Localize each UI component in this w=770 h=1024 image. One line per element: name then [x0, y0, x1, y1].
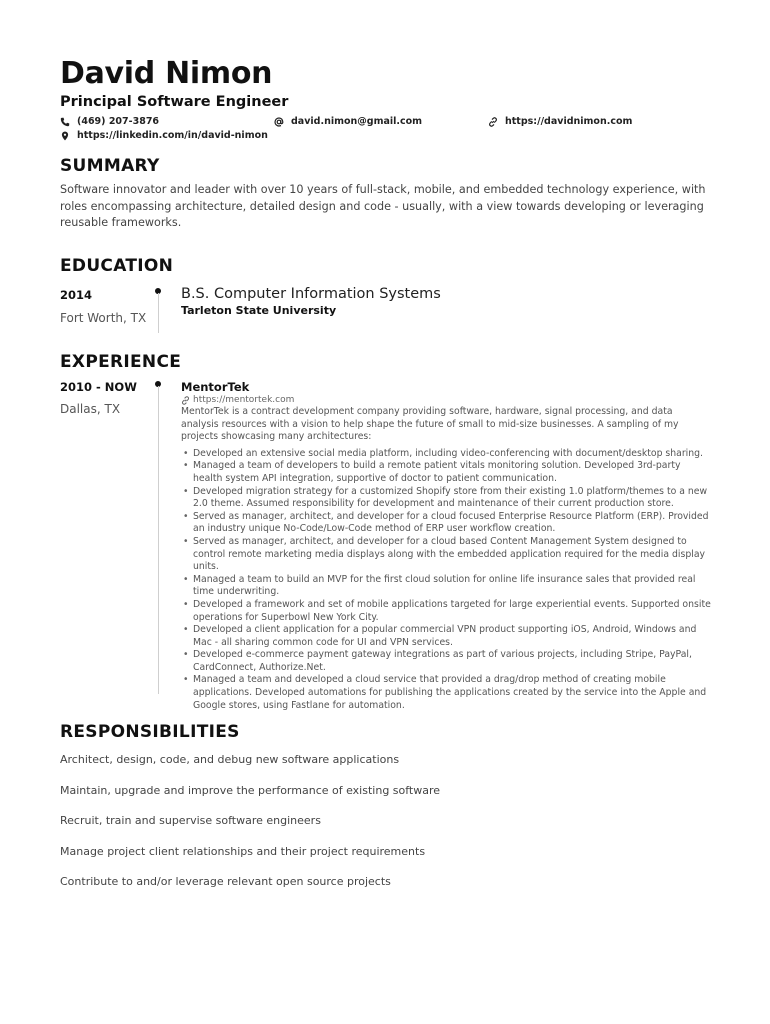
school-name: Tarleton State University [181, 304, 337, 317]
list-item: • Developed e-commerce payment gateway integrations as part of various projects, including Stripe, PayPal, CardConnect, Authorize.Net. [181, 649, 711, 674]
list-item: Contribute to and/or leverage relevant open source projects [60, 875, 391, 888]
list-item: Maintain, upgrade and improve the performance of existing software [60, 783, 441, 797]
company-url-text: https://mentortek.com [193, 395, 295, 405]
company-name: MentorTek [181, 380, 250, 394]
list-item: • Developed a framework and set of mobile applications targeted for large experiential events. Supported onsite operations for Superbowl New York City. [181, 599, 711, 624]
contact-linkedin[interactable] [60, 130, 268, 141]
company-url[interactable] [181, 395, 716, 405]
list-item: Recruit, train and supervise software engineers [60, 814, 321, 827]
list-item: • Managed a team of developers to build a remote patient vitals monitoring solution. Developed 3rd-party health system API integration, supportive of doctor to patient communication. [181, 460, 711, 485]
education-location: Fort Worth, TX [60, 311, 147, 325]
contact-website[interactable] [488, 116, 632, 127]
list-item: • Served as manager, architect, and developer for a cloud focused Enterprise Resource Platform (ERP). Provided an industry unique No-Code/Low-Code method of ERP user workflow creation. [181, 511, 711, 536]
education-section [60, 256, 720, 336]
list-item: • Managed a team and developed a cloud service that provided a drag/drop method of creating mobile applications. Developed automations for publishing the applications created by the service into the Apple and Google stores, using Fastlane for automation. [181, 674, 711, 712]
responsibilities-section [60, 722, 440, 905]
timeline-line [158, 386, 159, 694]
link-icon [488, 117, 498, 127]
degree-title: B.S. Computer Information Systems [181, 286, 441, 302]
link-icon [181, 396, 190, 405]
list-item: Architect, design, code, and debug new software applications [60, 753, 400, 766]
list-item: • Served as manager, architect, and developer for a cloud based Content Management System designed to control remote marketing media displays along with the embedded application required for the media display units. [181, 536, 711, 574]
linkedin-url: https://linkedin.com/in/david-nimon [77, 130, 268, 141]
experience-section [60, 352, 720, 711]
experience-location: Dallas, TX [60, 402, 121, 416]
experience-heading: EXPERIENCE [60, 352, 182, 372]
summary-heading: SUMMARY [60, 156, 160, 176]
website-url: https://davidnimon.com [505, 116, 633, 127]
location-pin-icon [60, 131, 70, 141]
education-heading: EDUCATION [60, 256, 174, 276]
candidate-name: David Nimon [60, 56, 273, 91]
company-description: MentorTek is a contract development company providing software, hardware, signal processing, and data analysis resources with a vision to help shape the future of small to mid-size businesses. A sampling of my projects showcasing many architectures: [181, 406, 679, 443]
responsibilities-heading: RESPONSIBILITIES [60, 722, 240, 742]
resume-header [60, 56, 720, 148]
list-item: • Managed a team to build an MVP for the first cloud solution for online life insurance sales that provided real time underwriting. [181, 574, 711, 599]
experience-bullets [181, 448, 711, 712]
at-sign-icon [274, 117, 284, 127]
list-item: • Developed an extensive social media platform, including video-conferencing with document/desktop sharing. [181, 448, 711, 461]
contact-phone[interactable] [60, 116, 159, 127]
list-item: • Developed a client application for a popular commercial VPN product supporting iOS, Android, Windows and Mac - all sharing common code for UI and VPN services. [181, 624, 711, 649]
email-address: david.nimon@gmail.com [291, 116, 423, 127]
summary-text: Software innovator and leader with over 10 years of full-stack, mobile, and embedded technology experience, with roles encompassing architecture, detailed design and code - usually, with a view towards developing or leveraging reusable frameworks. [60, 183, 706, 229]
contact-email[interactable] [274, 116, 422, 127]
list-item: Manage project client relationships and their project requirements [60, 844, 426, 858]
summary-section [60, 156, 715, 232]
candidate-title: Principal Software Engineer [60, 94, 289, 110]
list-item: • Developed migration strategy for a customized Shopify store from their existing 1.0 platform/themes to a new 2.0 theme. Assumed responsibility for development and maintenance of their current production store. [181, 486, 711, 511]
experience-date: 2010 - NOW [60, 380, 137, 394]
education-date: 2014 [60, 288, 93, 302]
phone-icon [60, 117, 70, 127]
timeline-line [158, 293, 159, 333]
phone-number: (469) 207-3876 [77, 116, 160, 127]
contact-info [60, 114, 720, 148]
